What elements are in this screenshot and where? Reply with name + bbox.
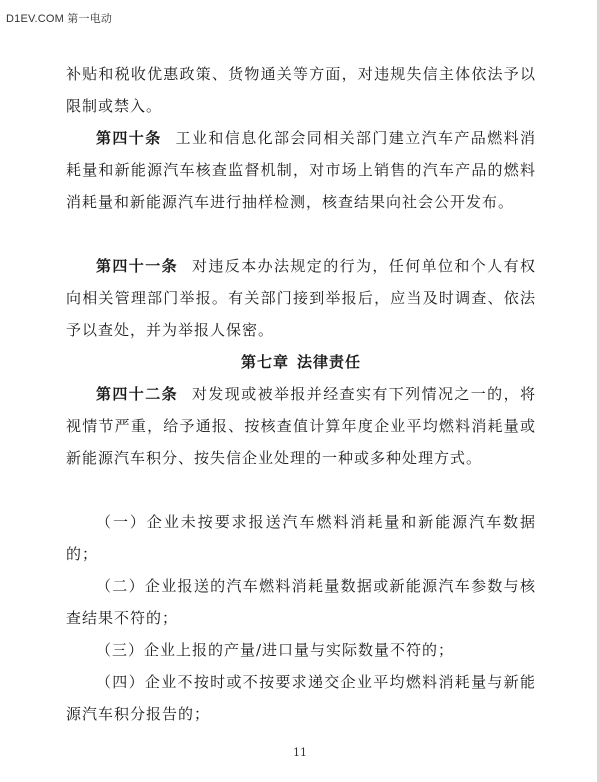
article-42-text: 对发现或被举报并经查实有下列情况之一的，将视情节严重，给予通报、按核查值计算年度企业平均燃料消耗量或新能源汽车积分、按失信企业处理的一种或多种处理方式。 — [66, 385, 536, 467]
article-41-heading: 第四十一条 — [96, 257, 178, 275]
page-number: 11 — [293, 746, 307, 759]
list-item-4: （四）企业不按时或不按要求递交企业平均燃料消耗量与新能源汽车积分报告的； — [66, 673, 536, 723]
article-40-text: 工业和信息化部会同相关部门建立汽车产品燃料消耗量和新能源汽车核查监督机制，对市场上销售的汽车产品的燃料消耗量和新能源汽车进行抽样检测，核查结果向社会公开发布。 — [66, 129, 536, 211]
site-watermark: D1EV.COM 第一电动 — [6, 13, 113, 25]
chapter-title: 法律责任 — [297, 353, 362, 371]
list-item-2: （二）企业报送的汽车燃料消耗量数据或新能源汽车参数与核查结果不符的； — [66, 577, 536, 627]
list-item-3: （三）企业上报的产量/进口量与实际数量不符的； — [96, 641, 455, 659]
list-item-1: （一）企业未按要求报送汽车燃料消耗量和新能源汽车数据的； — [66, 513, 536, 563]
article-41 — [66, 250, 536, 346]
article-42-heading: 第四十二条 — [96, 385, 178, 403]
article-42 — [66, 378, 536, 474]
article-40 — [66, 122, 536, 218]
article-41-text: 对违反本办法规定的行为，任何单位和个人有权向相关管理部门举报。有关部门接到举报后，应当及时调查、依法予以查处，并为举报人保密。 — [66, 257, 536, 339]
chapter-heading — [66, 346, 536, 378]
chapter-number: 第七章 — [240, 353, 289, 371]
article-40-heading: 第四十条 — [96, 129, 162, 147]
paragraph-continued: 补贴和税收优惠政策、货物通关等方面，对违规失信主体依法予以限制或禁入。 — [66, 65, 536, 115]
